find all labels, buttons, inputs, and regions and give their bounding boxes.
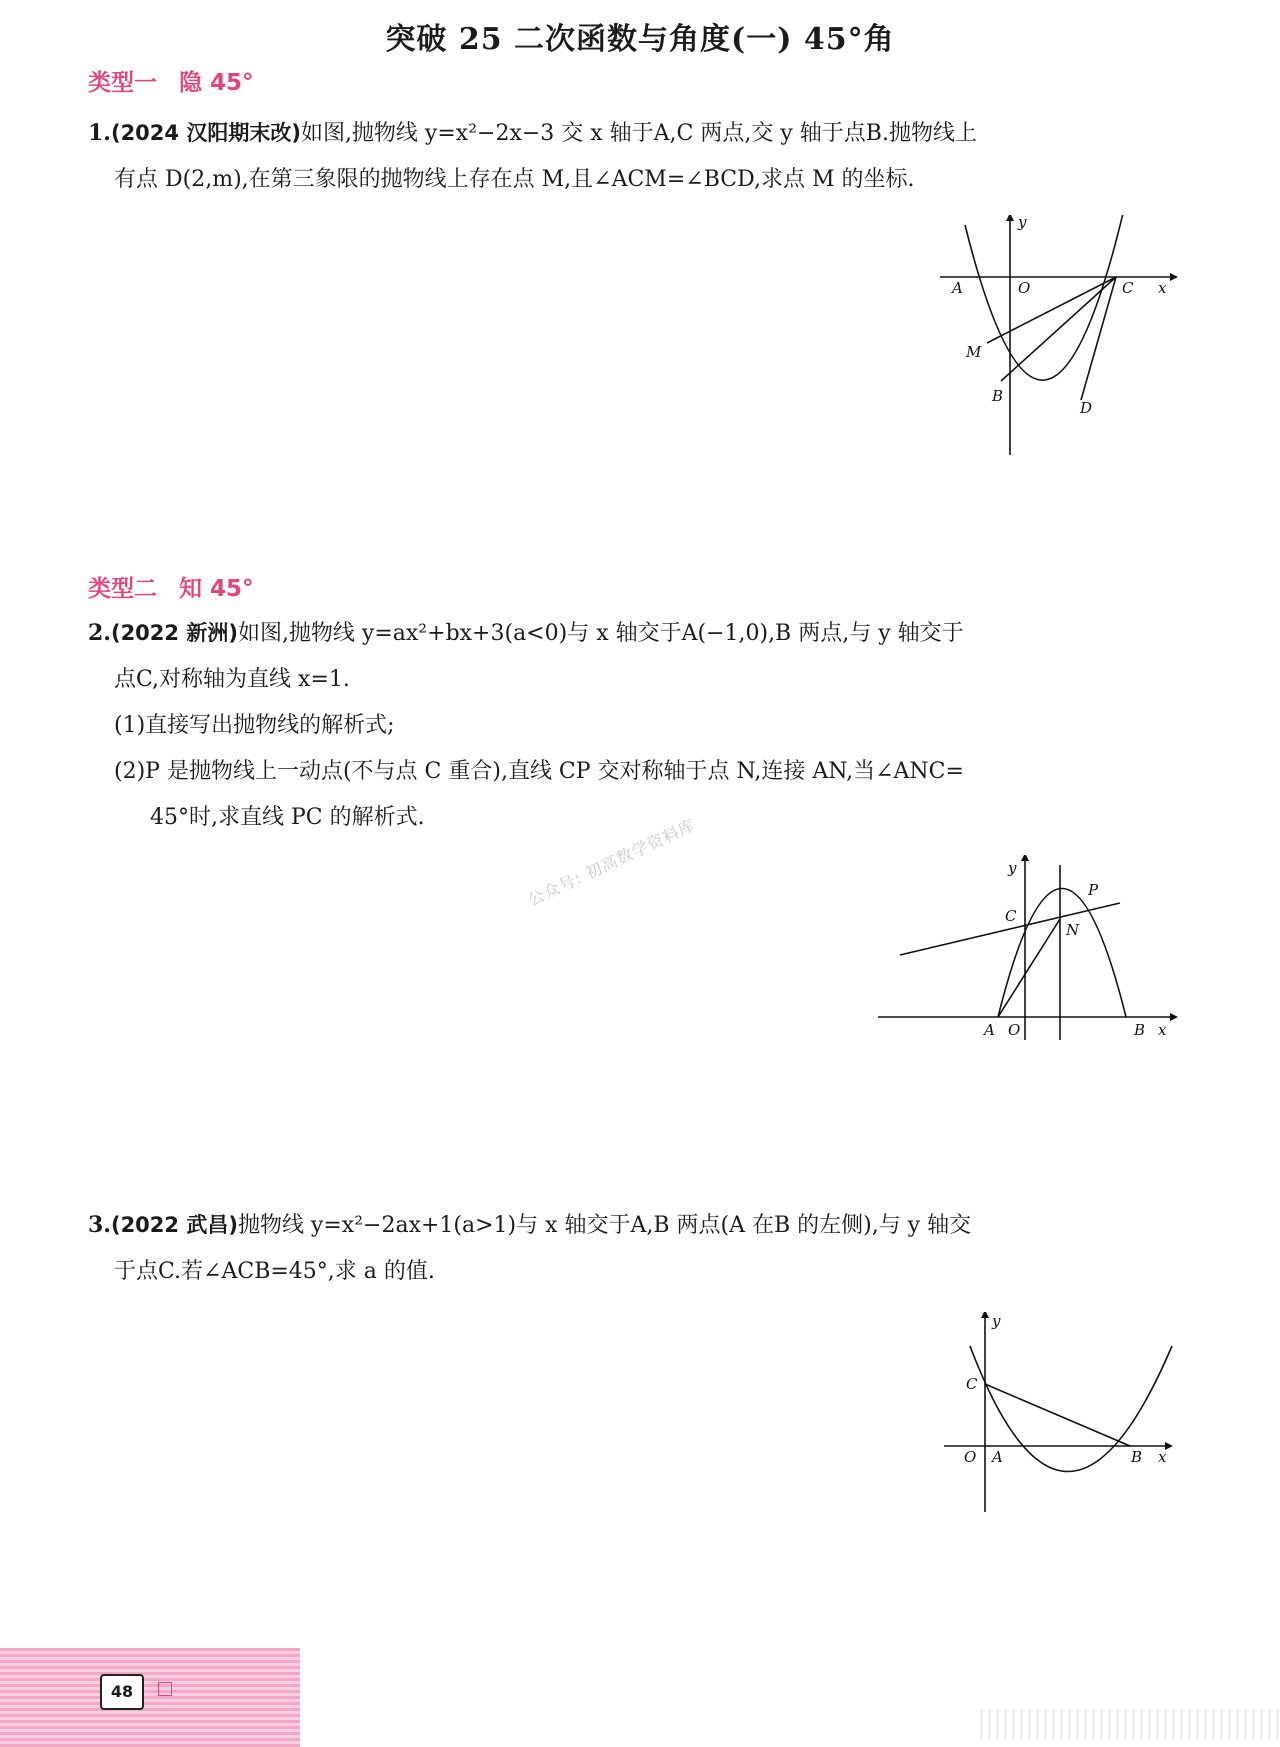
problem-text-line: 如图,抛物线 y=x²−2x−3 交 x 轴于A,C 两点,交 y 轴于点B.抛物线上 [300, 121, 977, 146]
label-O: O [964, 1448, 977, 1466]
problem-text-line: 点C,对称轴为直线 x=1. [114, 667, 350, 692]
problem-number: 3. [88, 1212, 111, 1238]
label-M: M [966, 343, 982, 361]
problem-2 [88, 610, 1188, 841]
label-C: C [966, 1375, 978, 1393]
segment-CB [985, 1384, 1130, 1446]
problem-1 [88, 110, 1188, 203]
label-x: x [1158, 1448, 1167, 1466]
y-axis-arrow [1006, 215, 1014, 221]
label-C: C [1122, 279, 1134, 297]
footer-decor-band [0, 1648, 300, 1747]
sub-question-2: (2)P 是抛物线上一动点(不与点 C 重合),直线 CP 交对称轴于点 N,连接 AN,当∠ANC= [114, 759, 964, 784]
label-x: x [1158, 1021, 1167, 1039]
figure-1-parabola [930, 215, 1180, 460]
problem-source: (2024 汉阳期末改) [110, 121, 301, 145]
problem-source: (2022 武昌) [110, 1213, 238, 1237]
y-axis-arrow [1021, 855, 1029, 861]
x-axis-arrow [1170, 273, 1178, 281]
figure-2-parabola [870, 855, 1180, 1045]
label-y: y [1008, 859, 1017, 877]
problem-text-line: 于点C.若∠ACB=45°,求 a 的值. [114, 1259, 435, 1284]
problem-text-line: 如图,抛物线 y=ax²+bx+3(a<0)与 x 轴交于A(−1,0),B 两点,与 y 轴交于 [237, 621, 964, 646]
label-A: A [984, 1021, 995, 1039]
problem-number: 2. [88, 620, 111, 646]
label-A: A [952, 279, 963, 297]
label-A: A [992, 1448, 1003, 1466]
segment-CM [987, 277, 1116, 343]
watermark: 公众号: 初高数学资料库 [524, 815, 699, 910]
segment-CD [1081, 277, 1116, 400]
problem-source: (2022 新洲) [110, 621, 238, 645]
label-B: B [1131, 1448, 1143, 1466]
page-title: 突破 25 二次函数与角度(一) 45°角 [385, 22, 895, 57]
type-label: 类型二 [88, 576, 157, 602]
label-C: C [1005, 907, 1017, 925]
parabola-curve [998, 889, 1126, 1018]
type-heading-1 [88, 64, 254, 97]
page-square-icon [158, 1682, 172, 1696]
sub-question-1: (1)直接写出抛物线的解析式; [114, 713, 395, 738]
type-topic: 隐 45° [179, 70, 254, 96]
label-N: N [1066, 921, 1080, 939]
problem-text-line: 有点 D(2,m),在第三象限的抛物线上存在点 M,且∠ACM=∠BCD,求点 M 的坐标. [114, 167, 915, 192]
parabola-curve [965, 215, 1125, 380]
problem-3 [88, 1202, 1188, 1295]
figure-3-parabola [940, 1312, 1180, 1517]
page-number: 48 [100, 1674, 144, 1710]
label-D: D [1080, 399, 1093, 417]
y-axis-arrow [981, 1312, 989, 1318]
x-axis-arrow [1170, 1013, 1178, 1021]
type-label: 类型一 [88, 70, 157, 96]
type-heading-2 [88, 570, 254, 603]
label-O: O [1008, 1021, 1021, 1039]
label-P: P [1088, 881, 1099, 899]
label-y: y [1018, 215, 1027, 231]
problem-text-line: 抛物线 y=x²−2ax+1(a>1)与 x 轴交于A,B 两点(A 在B 的左侧),与 y 轴交 [237, 1213, 972, 1238]
sub-question-2-cont: 45°时,求直线 PC 的解析式. [150, 805, 425, 830]
problem-number: 1. [88, 120, 111, 146]
label-B: B [1134, 1021, 1146, 1039]
scan-marks [980, 1710, 1280, 1740]
label-y: y [992, 1312, 1001, 1330]
segment-AN [998, 919, 1060, 1017]
type-topic: 知 45° [179, 576, 254, 602]
label-O: O [1018, 279, 1031, 297]
label-B: B [992, 387, 1004, 405]
label-x: x [1158, 279, 1167, 297]
